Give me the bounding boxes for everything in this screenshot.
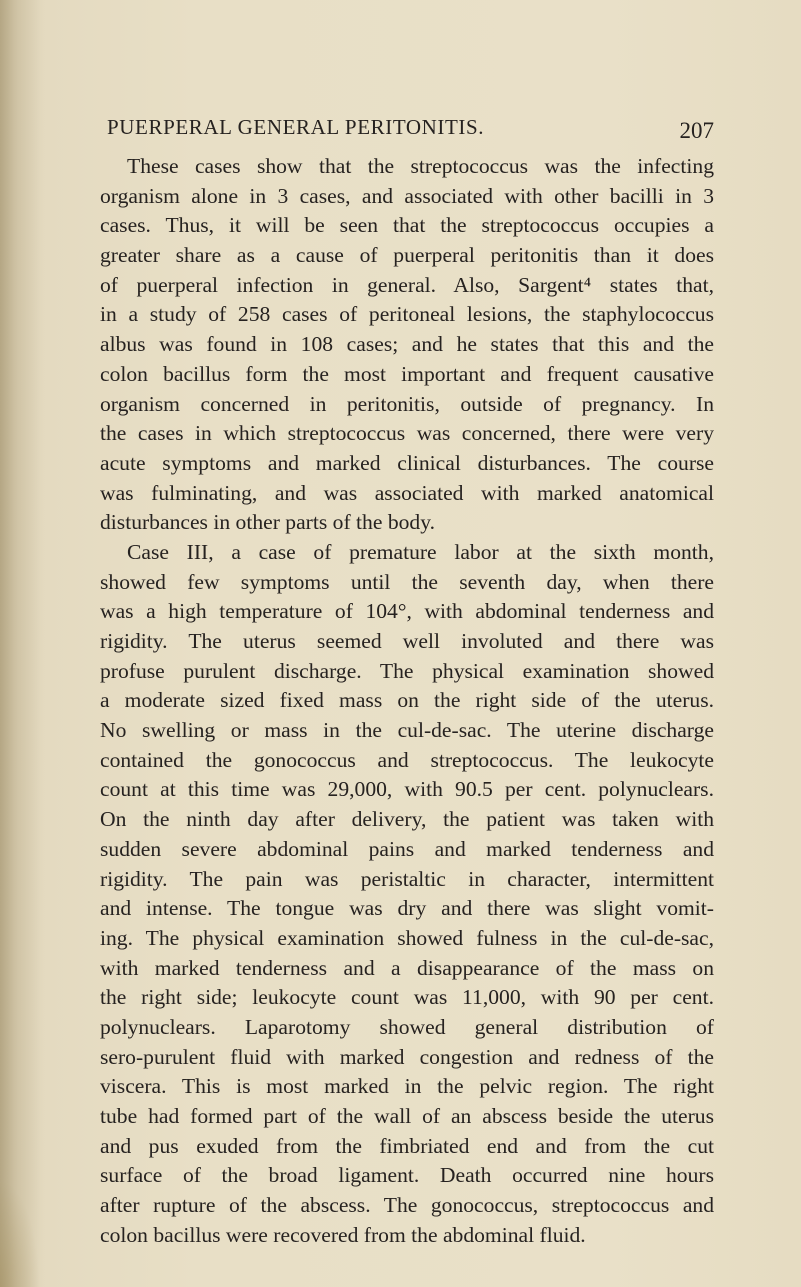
page-edge-stain: [0, 1180, 40, 1287]
text-line: profuse purulent discharge. The physical examination showed: [100, 658, 714, 683]
text-line: showed few symptoms until the seventh day, when there: [100, 569, 714, 594]
text-line: organism alone in 3 cases, and associated with other bacilli in 3: [100, 183, 714, 208]
page-edge-shadow: [0, 0, 46, 1287]
text-line: was a high temperature of 104°, with abdominal tenderness and: [100, 599, 714, 624]
text-line: surface of the broad ligament. Death occurred nine hours: [100, 1163, 714, 1188]
text-line: acute symptoms and marked clinical disturbances. The course: [100, 450, 714, 475]
text-line: the cases in which streptococcus was concerned, there were very: [100, 421, 714, 446]
text-line: colon bacillus form the most important and frequent causative: [100, 361, 714, 386]
text-line: was fulminating, and was associated with marked anatomical: [100, 480, 714, 505]
text-line: ing. The physical examination showed fulness in the cul-de-sac,: [100, 925, 714, 950]
text-line: rigidity. The uterus seemed well involuted and there was: [100, 629, 714, 653]
text-line: polynuclears. Laparotomy showed general distribution of: [100, 1014, 714, 1039]
text-line: with marked tenderness and a disappearance of the mass on: [100, 955, 714, 980]
text-line: disturbances in other parts of the body.: [100, 510, 436, 535]
paragraph-2: [100, 538, 714, 1251]
text-line: organism concerned in peritonitis, outside of pregnancy. In: [100, 391, 714, 416]
text-line: the right side; leukocyte count was 11,000, with 90 per cent.: [100, 985, 714, 1010]
text-line: a moderate sized fixed mass on the right side of the uterus.: [100, 688, 714, 713]
text-line: No swelling or mass in the cul-de-sac. The uterine discharge: [100, 718, 714, 743]
text-line: Case III, a case of premature labor at the sixth month,: [127, 539, 714, 564]
body-text: [100, 152, 714, 1250]
text-line: in a study of 258 cases of peritoneal lesions, the staphylococcus: [100, 302, 714, 327]
text-line: and pus exuded from the fimbriated end and from the cut: [100, 1133, 714, 1158]
text-line: cases. Thus, it will be seen that the streptococcus occupies a: [100, 213, 714, 238]
text-line: and intense. The tongue was dry and there was slight vomit-: [100, 896, 714, 921]
text-line: of puerperal infection in general. Also, Sargent⁴ states that,: [100, 272, 714, 297]
text-line: albus was found in 108 cases; and he states that this and the: [100, 332, 714, 357]
text-line: These cases show that the streptococcus was the infecting: [127, 154, 714, 178]
text-line: On the ninth day after delivery, the patient was taken with: [100, 807, 714, 832]
text-line: greater share as a cause of puerperal peritonitis than it does: [100, 243, 714, 268]
page-number: 207: [679, 118, 714, 143]
text-line: sudden severe abdominal pains and marked tenderness and: [100, 836, 714, 861]
text-line: viscera. This is most marked in the pelvic region. The right: [100, 1074, 714, 1099]
text-line: count at this time was 29,000, with 90.5 per cent. polynuclears.: [100, 777, 714, 802]
text-line: tube had formed part of the wall of an abscess beside the uterus: [100, 1104, 714, 1128]
text-line: rigidity. The pain was peristaltic in character, intermittent: [100, 866, 714, 891]
text-line: contained the gonococcus and streptococcus. The leukocyte: [100, 747, 714, 772]
text-line: sero-purulent fluid with marked congestion and redness of the: [100, 1044, 714, 1069]
running-head: [100, 114, 714, 144]
paragraph-1: [100, 152, 714, 538]
text-line: after rupture of the abscess. The gonococcus, streptococcus and: [100, 1193, 714, 1218]
text-line: colon bacillus were recovered from the abdominal fluid.: [100, 1222, 586, 1247]
running-head-title: PUERPERAL GENERAL PERITONITIS.: [107, 115, 485, 139]
